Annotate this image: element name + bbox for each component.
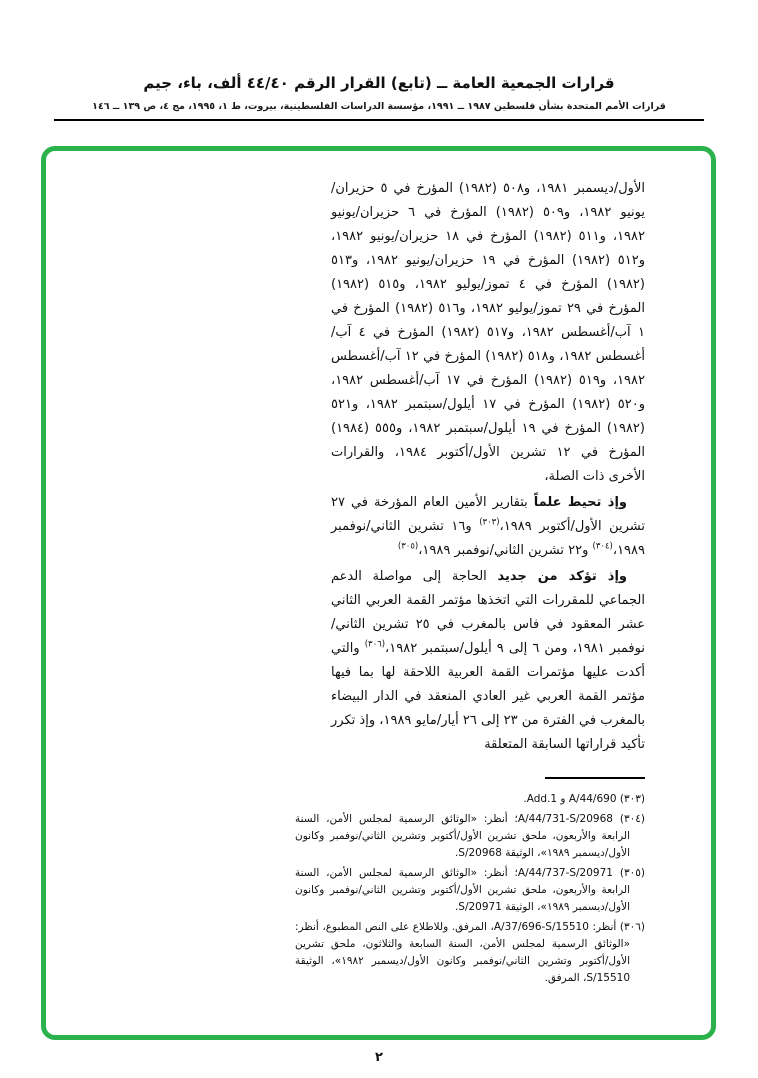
- paragraph-text: الأول/ديسمبر ١٩٨١، و٥٠٨ (١٩٨٢) المؤرخ في ٥ حزيران/يونيو ١٩٨٢، و٥٠٩ (١٩٨٢) المؤرخ في ٦ حزيران/يونيو ١٩٨٢، و٥١١ (١٩٨٢) المؤرخ في ١٨ حزيران/يونيو ١٩٨٢، و٥١٢ (١٩٨٢) المؤرخ في ١٩ حزيران/يونيو ١٩٨٢، و٥١٣ (١٩٨٢) المؤرخ في ٤ تموز/يوليو ١٩٨٢، و٥١٥ (١٩٨٢) المؤرخ في ٢٩ تموز/يوليو ١٩٨٢، و٥١٦ (١٩٨٢) المؤرخ في ١ آب/أغسطس ١٩٨٢، و٥١٧ (١٩٨٢) المؤرخ في ٤ آب/أغسطس ١٩٨٢، و٥١٨ (١٩٨٢) المؤرخ في ١٢ آب/أغسطس ١٩٨٢، و٥١٩ (١٩٨٢) المؤرخ في ١٧ آب/أغسطس ١٩٨٢، و٥٢٠ (١٩٨٢) المؤرخ في ١٧ أيلول/سبتمبر ١٩٨٢، و٥٢١ (١٩٨٢) المؤرخ في ١٩ أيلول/سبتمبر ١٩٨٢، و٥٥٥ (١٩٨٤) المؤرخ في ١٢ تشرين الأول/أكتوبر ١٩٨٤، والقرارات الأخرى ذات الصلة،: [331, 181, 645, 484]
- page-number: ٢: [375, 1050, 383, 1065]
- footnote-number: (٣٠٦): [619, 921, 646, 933]
- paragraph-text: و٢٢ تشرين الثاني/نوفمبر ١٩٨٩،: [418, 543, 593, 558]
- footnote-304: [295, 811, 645, 862]
- header-divider: [54, 119, 704, 121]
- footnote-ref-303: (٣٠٣): [479, 517, 500, 528]
- footnote-number: (٣٠٥): [619, 867, 645, 879]
- page-header: [0, 74, 758, 121]
- footnotes-section: [295, 791, 645, 987]
- paragraph-lead: وإذ تؤكد من جديد: [497, 569, 628, 584]
- footnote-ref-306: (٣٠٦): [364, 639, 386, 650]
- paragraph-text: بتقارير الأمين العام المؤرخة في ٢٧ تشرين الأول/أكتوبر ١٩٨٩،: [331, 495, 645, 534]
- body-column: [331, 177, 645, 757]
- footnote-number: (٣٠٣): [619, 793, 645, 805]
- footnote-text: أنظر: A/37/696-S/15510، المرفق. وللاطلاع على النص المطبوع، أنظر: «الوثائق الرسمية لمجلس الأمن، السنة السابعة والثلاثون، ملحق تشرين الأول/أكتوبر وتشرين الثاني/نوفمبر وكانون الأول/ديسمبر ١٩٨٢»، الوثيقة S/15510، المرفق.: [295, 921, 630, 984]
- page-title: قرارات الجمعية العامة ــ (تابع) القرار الرقم ٤٤/٤٠ ألف، باء، جيم: [143, 74, 615, 92]
- paragraph-reaffirming: [331, 565, 645, 757]
- footnote-306: [295, 919, 645, 987]
- footnote-303: [295, 791, 645, 808]
- paragraph-lead: وإذ تحيط علماً: [533, 495, 627, 510]
- footnote-ref-305: (٣٠٥): [397, 541, 419, 552]
- source-citation: قرارات الأمم المتحدة بشأن فلسطين ١٩٨٧ ــ ١٩٩١، مؤسسة الدراسات الفلسطينية، بيروت، ط ١، ١٩٩٥، مج ٤، ص ١٣٩ ــ ١٤٦: [92, 101, 666, 112]
- footnote-text: A/44/690 و Add.1.: [523, 793, 617, 805]
- footnote-text: A/44/731-S/20968؛ أنظر: «الوثائق الرسمية لمجلس الأمن، السنة الرابعة والأربعون، ملحق تشرين الأول/أكتوبر وتشرين الثاني/نوفمبر وكانون الأول/ديسمبر ١٩٨٩»، الوثيقة S/20968.: [295, 813, 630, 859]
- paragraph-text: و١٦ تشرين الثاني/نوفمبر ١٩٨٩،: [331, 519, 645, 558]
- green-highlight-box: [41, 146, 716, 1040]
- paragraph-resolutions-list: [331, 177, 645, 489]
- footnote-number: (٣٠٤): [619, 813, 645, 825]
- footnote-ref-304: (٣٠٤): [592, 541, 613, 552]
- paragraph-taking-note: [331, 491, 645, 563]
- footnote-separator: [545, 777, 645, 779]
- footnote-text: A/44/737-S/20971؛ أنظر: «الوثائق الرسمية لمجلس الأمن، السنة الرابعة والأربعون، ملحق تشرين الأول/أكتوبر وتشرين الثاني/نوفمبر وكانون الأول/ديسمبر ١٩٨٩»، الوثيقة S/20971.: [295, 867, 630, 913]
- footnote-305: [295, 865, 645, 916]
- paragraph-text: الحاجة إلى مواصلة الدعم الجماعي للمقررات التي اتخذها مؤتمر القمة العربي الثاني عشر المعقود في فاس بالمغرب في ٢٥ تشرين الثاني/نوفمبر ١٩٨١، ومن ٦ إلى ٩ أيلول/سبتمبر ١٩٨٢،: [331, 569, 645, 656]
- page-content: [46, 151, 711, 1035]
- paragraph-text: والتي أكدت عليها مؤتمرات القمة العربية اللاحقة لها بما فيها مؤتمر القمة العربي غير العادي المنعقد في الدار البيضاء بالمغرب في الفترة من ٢٣ إلى ٢٦ أيار/مايو ١٩٨٩، وإذ تكرر تأكيد قراراتها السابقة المتعلقة: [331, 641, 646, 752]
